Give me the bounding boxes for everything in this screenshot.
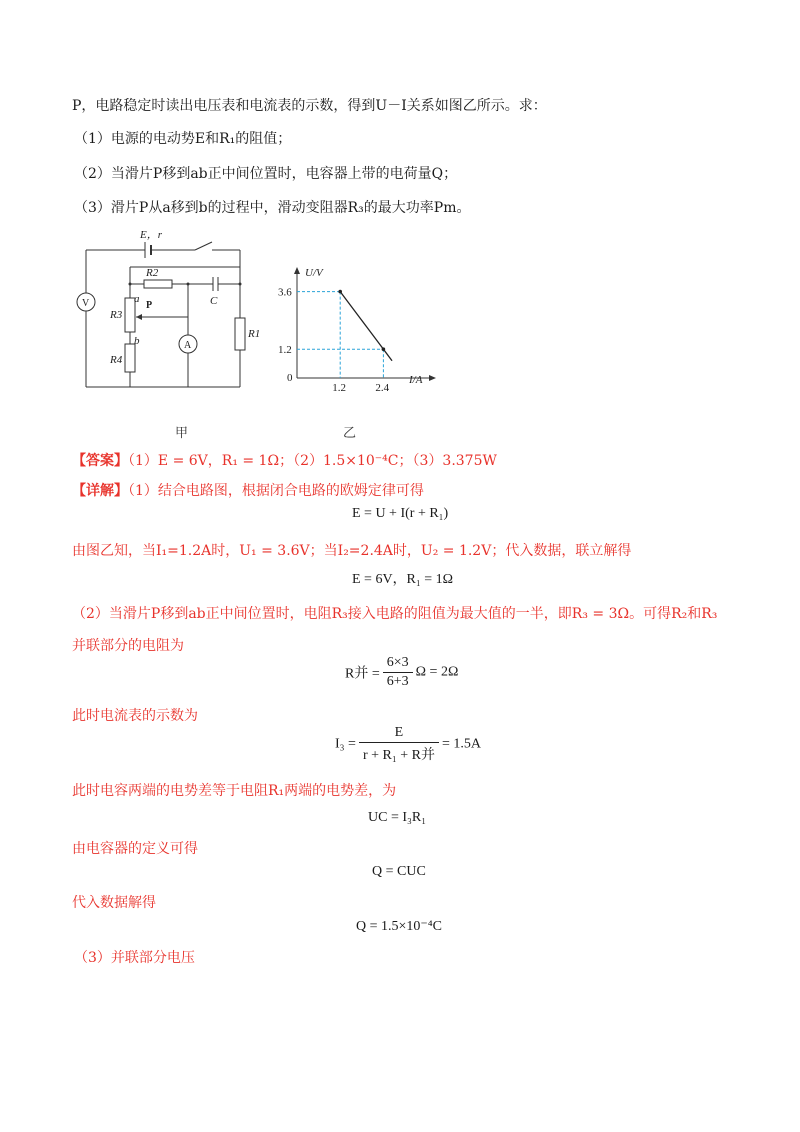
question-1: （1）电源的电动势E和R₁的阻值； [74,131,292,147]
equation-3: R并 = $\frac{6\times 3}{6+3}$ Ω = 2Ω [345,655,459,689]
detail-tag: 【详解】 [72,483,128,499]
y-tick-label-1: 1.2 [278,344,292,357]
chart-xlabel: I/A [409,374,423,386]
detail-p7: 代入数据解得 [72,895,156,911]
equation-5: UC = I₃R₁ [368,810,427,825]
y-tick-label-0: 3.6 [278,286,292,299]
question-3: （3）滑片P从a移到b的过程中，滑动变阻器R₃的最大功率Pm。 [74,200,471,216]
answer-tag: 【答案】 [72,453,128,469]
detail-p4: 此时电流表的示数为 [72,708,198,724]
label-r4: R4 [110,354,123,366]
data-point-0 [338,290,342,294]
equation-6: Q = CUC [372,864,426,879]
answer-text: （1）E = 6V，R₁ = 1Ω；（2）1.5×10⁻⁴C；（3）3.375W [128,453,497,469]
caption-yi: 乙 [343,426,357,441]
equation-1: E = U + I(r + R₁) [352,506,449,521]
label-b: b [134,335,140,347]
detail-p3: （2）当滑片P移到ab正中间位置时，电阻R₃接入电路的阻值为最大值的一半，即R₃ = 3Ω。可得R₂和R₃ [72,606,718,622]
x-tick-label-0: 1.2 [332,382,346,392]
chart-origin: 0 [287,372,293,384]
equation-7: Q = 1.5×10⁻⁴C [356,919,443,934]
label-p: P [146,300,153,311]
detail-p8: （3）并联部分电压 [74,950,195,966]
question-intro: P，电路稳定时读出电压表和电流表的示数，得到U－I关系如图乙所示。求： [72,98,547,114]
detail-line1 [72,480,424,500]
detail-p2: 由图乙知，当I₁=1.2A时，U₁ = 3.6V；当I₂=2.4A时，U₂ = 1.2V；代入数据，联立解得 [72,543,632,559]
ammeter-icon: A [184,340,192,351]
label-r1: R1 [248,328,261,340]
detail-p3b: 并联部分的电阻为 [72,638,184,654]
detail-p1: （1）结合电路图，根据闭合电路的欧姆定律可得 [128,483,424,499]
detail-p5: 此时电容两端的电势差等于电阻R₁两端的电势差，为 [72,783,397,799]
voltmeter-icon: V [82,298,90,309]
x-tick-label-1: 2.4 [375,382,390,392]
equation-2: E = 6V，R₁ = 1Ω [352,572,454,587]
label-a: a [134,293,140,305]
question-2: （2）当滑片P移到ab正中间位置时，电容器上带的电荷量Q； [74,166,458,182]
equation-4: I₃ = $\frac{E}{\text{r + R₁ + R并}}$ = 1.5A [335,725,481,763]
circuit-diagram [70,222,270,397]
ui-chart [275,262,445,392]
answer-line [72,450,497,470]
chart-ylabel: U/V [305,267,323,279]
label-source: E，r [140,229,162,241]
label-r2: R2 [146,267,159,279]
label-c: C [210,295,218,307]
caption-jia: 甲 [175,426,189,441]
detail-p6: 由电容器的定义可得 [72,841,198,857]
data-point-1 [382,347,386,351]
label-r3: R3 [110,309,123,321]
